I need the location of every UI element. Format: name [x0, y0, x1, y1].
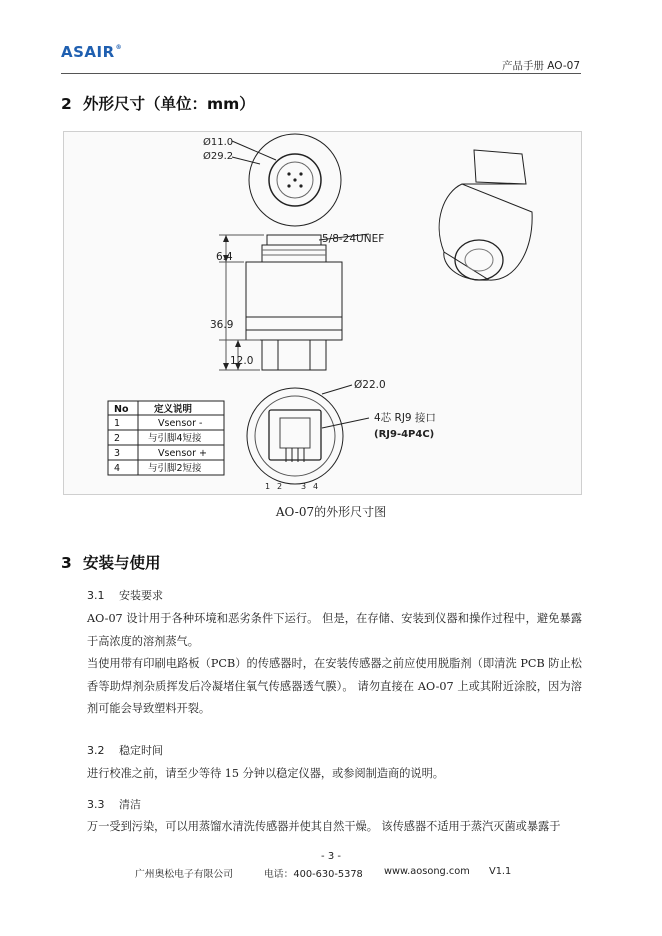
subsection-title: 清洁	[119, 798, 141, 811]
pin-table-header-no: No	[114, 404, 129, 415]
subsection-3-2-heading	[87, 742, 163, 758]
dim-height-thread: 6.4	[216, 251, 233, 263]
subsection-number: 3.1	[87, 589, 105, 602]
dimension-drawing-svg	[64, 132, 581, 494]
header-divider	[61, 73, 581, 74]
paragraph-3-1-b: 当使用带有印刷电路板（PCB）的传感器时，在安装传感器之前应使用脱脂剂（即清洗 PCB 防止松香等助焊剂杂质挥发后冷凝堵住氧气传感器透气膜）。 请勿直接在 AO-07 上或其附近涂胶，因为溶剂可能会导致塑料开裂。	[87, 657, 582, 715]
iso-nut	[474, 150, 526, 184]
section-2-number: 2	[61, 95, 72, 113]
figure-caption: AO-07的外形尺寸图	[275, 505, 387, 519]
paragraph-3-1-a: AO-07 设计用于各种环境和恶劣条件下运行。 但是，在存储、安装到仪器和操作过程中，避免暴露于高浓度的溶剂蒸气。	[87, 612, 582, 648]
logo-text: ASAIR	[61, 43, 115, 61]
dim-top-inner: Ø29.2	[203, 151, 234, 162]
pin-table	[108, 401, 224, 475]
company-logo	[61, 43, 122, 61]
thread-label: 5/8-24UNEF	[322, 233, 385, 245]
document-title: 产品手册 AO-07	[501, 60, 580, 72]
pin-table-cell: 2	[114, 433, 121, 444]
subsection-number: 3.3	[87, 798, 105, 811]
section-2-title: 外形尺寸（单位：mm）	[83, 95, 255, 113]
connector-label: 4芯 RJ9 接口	[374, 412, 436, 424]
pin-table-cell: Vsensor +	[158, 448, 207, 459]
paragraph-3-2: 进行校准之前，请至少等待 15 分钟以稳定仪器，或参阅制造商的说明。	[87, 767, 444, 780]
dim-top-outer: Ø11.0	[203, 137, 234, 148]
footer-company: 广州奥松电子有限公司	[135, 869, 233, 880]
subsection-number: 3.2	[87, 744, 105, 757]
iso-body	[439, 184, 532, 280]
section-3-title: 安装与使用	[83, 554, 161, 572]
dim-bottom-diameter: Ø22.0	[354, 379, 386, 391]
pin-number-4: 4	[313, 482, 319, 491]
registered-mark: ®	[115, 44, 123, 51]
pin-number-3: 3	[301, 482, 307, 491]
subsection-3-1-heading	[87, 587, 163, 603]
dim-height-bottom: 12.0	[230, 355, 254, 367]
dimension-drawing	[63, 131, 582, 495]
subsection-3-3-heading	[87, 796, 141, 812]
footer-version: V1.1	[489, 866, 512, 877]
pin-table-cell: 与引脚2短接	[148, 463, 202, 474]
pin-table-header-desc: 定义说明	[154, 404, 193, 415]
pin-table-cell: Vsensor -	[158, 418, 203, 429]
connector-sublabel: (RJ9-4P4C)	[374, 429, 435, 440]
subsection-title: 安装要求	[119, 589, 163, 602]
footer-website: www.aosong.com	[384, 866, 470, 877]
footer-phone: 电话：400-630-5378	[264, 869, 363, 880]
pin-number-2: 2	[277, 482, 283, 491]
paragraph-3-3: 万一受到污染，可以用蒸馏水清洗传感器并使其自然干燥。 该传感器不适用于蒸汽灭菌或暴露于	[87, 820, 561, 833]
bottom-view-outer-circle	[247, 388, 343, 484]
section-2-heading	[61, 92, 255, 114]
page-number: - 3 -	[321, 851, 341, 862]
pin-table-cell: 4	[114, 463, 121, 474]
pin-number-1: 1	[265, 482, 271, 491]
pin-table-cell: 1	[114, 418, 121, 429]
pin-table-cell: 与引脚4短接	[148, 433, 202, 444]
pin-table-cell: 3	[114, 448, 121, 459]
section-3-heading	[61, 551, 161, 573]
section-3-number: 3	[61, 554, 72, 572]
subsection-title: 稳定时间	[119, 744, 163, 757]
dim-height-body: 36.9	[210, 319, 234, 331]
